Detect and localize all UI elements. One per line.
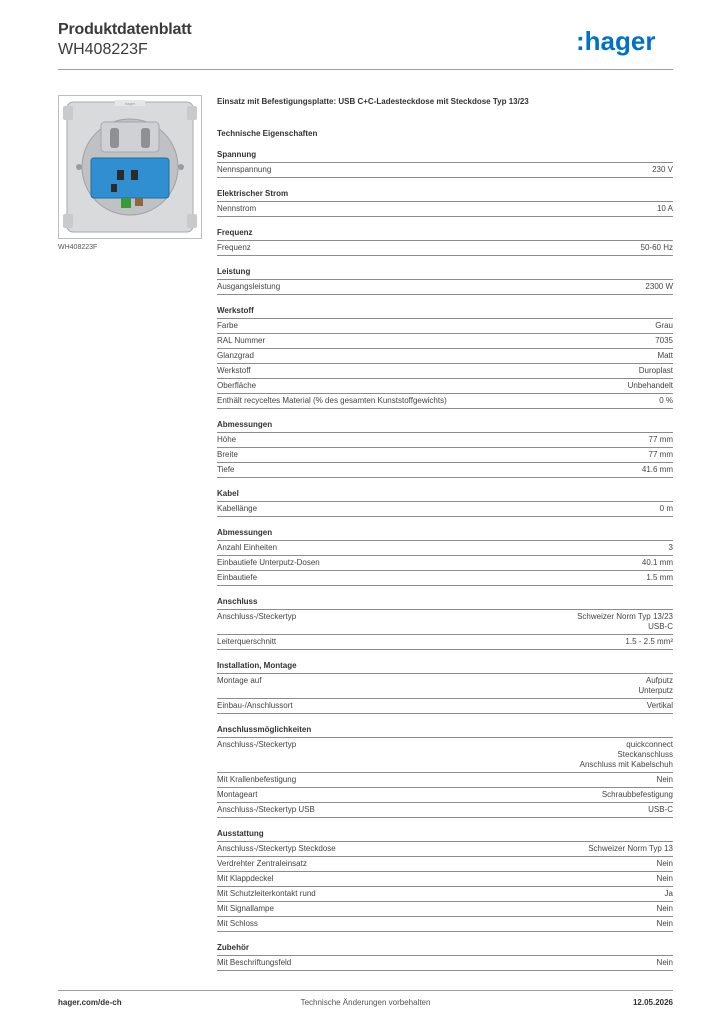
property-value-line: Nein xyxy=(656,775,673,784)
property-label: Nennspannung xyxy=(217,165,272,174)
property-row xyxy=(217,674,673,699)
property-group xyxy=(217,419,673,478)
property-label: Montage auf xyxy=(217,676,262,685)
property-row xyxy=(217,571,673,586)
property-value xyxy=(638,676,673,696)
group-title: Installation, Montage xyxy=(217,660,673,674)
socket-insert-illustration xyxy=(59,96,201,238)
property-value-line: 7035 xyxy=(655,336,673,345)
property-label: Verdrehter Zentraleinsatz xyxy=(217,859,307,868)
property-value-line: USB-C xyxy=(648,622,673,631)
property-row xyxy=(217,917,673,932)
property-value-line: 50-60 Hz xyxy=(640,243,673,252)
property-value xyxy=(642,465,673,475)
image-caption: WH408223F xyxy=(58,244,98,251)
property-label: Einbautiefe Unterputz-Dosen xyxy=(217,558,320,567)
property-value-line: 1.5 - 2.5 mm² xyxy=(625,637,673,646)
property-label: Tiefe xyxy=(217,465,235,474)
property-row xyxy=(217,379,673,394)
group-title: Frequenz xyxy=(217,227,673,241)
property-row xyxy=(217,202,673,217)
property-row xyxy=(217,738,673,773)
property-value-line: Unterputz xyxy=(638,686,673,695)
property-label: Höhe xyxy=(217,435,237,444)
page-title: Produktdatenblatt xyxy=(58,21,192,38)
property-value xyxy=(602,790,673,800)
property-row xyxy=(217,433,673,448)
property-label: Glanzgrad xyxy=(217,351,254,360)
property-row xyxy=(217,803,673,818)
property-value xyxy=(659,396,673,406)
property-row xyxy=(217,635,673,650)
property-row xyxy=(217,610,673,635)
logo-text: :hager xyxy=(576,26,656,56)
header-divider xyxy=(58,69,673,70)
section-title: Technische Eigenschaften xyxy=(217,129,318,138)
property-group xyxy=(217,266,673,295)
property-value-line: Nein xyxy=(656,919,673,928)
property-value xyxy=(657,351,673,361)
property-value-line: Schraubbefestigung xyxy=(601,790,673,799)
property-group xyxy=(217,149,673,178)
property-value-line: Schweizer Norm Typ 13/23 xyxy=(577,612,673,621)
property-value xyxy=(641,243,673,253)
property-value-line: Matt xyxy=(657,351,673,360)
property-group xyxy=(217,188,673,217)
property-value-line: 41.6 mm xyxy=(641,465,673,474)
footer-divider xyxy=(58,990,673,991)
property-row xyxy=(217,241,673,256)
property-label: RAL Nummer xyxy=(217,336,266,345)
property-row xyxy=(217,364,673,379)
property-group xyxy=(217,527,673,586)
property-group xyxy=(217,305,673,409)
property-groups xyxy=(217,149,673,971)
property-row xyxy=(217,448,673,463)
property-value-line: 40.1 mm xyxy=(641,558,673,567)
property-value-line: Nein xyxy=(656,874,673,883)
footer-notice: Technische Änderungen vorbehalten xyxy=(300,998,431,1007)
property-value-line: 230 V xyxy=(652,165,673,174)
group-title: Anschlussmöglichkeiten xyxy=(217,724,673,738)
property-value xyxy=(657,775,673,785)
property-row xyxy=(217,319,673,334)
footer-website: hager.com/de-ch xyxy=(58,998,122,1007)
property-value xyxy=(669,543,673,553)
property-value xyxy=(665,889,673,899)
property-value xyxy=(657,919,673,929)
property-value-line: 77 mm xyxy=(648,450,673,459)
property-label: Werkstoff xyxy=(217,366,251,375)
property-group xyxy=(217,488,673,517)
property-value xyxy=(639,366,673,376)
property-value xyxy=(648,805,673,815)
property-row xyxy=(217,699,673,714)
property-label: Einbau-/Anschlussort xyxy=(217,701,293,710)
property-value xyxy=(649,450,673,460)
property-value-line: USB-C xyxy=(648,805,673,814)
property-group xyxy=(217,596,673,650)
property-label: Anschluss-/Steckertyp USB xyxy=(217,805,315,814)
property-label: Anschluss-/Steckertyp Steckdose xyxy=(217,844,336,853)
property-group xyxy=(217,828,673,932)
property-value xyxy=(657,204,673,214)
property-label: Anschluss-/Steckertyp xyxy=(217,740,297,749)
property-value-line: Schweizer Norm Typ 13 xyxy=(588,844,673,853)
property-value xyxy=(655,321,673,331)
group-title: Abmessungen xyxy=(217,419,673,433)
property-value xyxy=(657,958,673,968)
property-value xyxy=(625,637,673,647)
product-number: WH408223F xyxy=(58,41,148,58)
property-value xyxy=(645,282,673,292)
property-value xyxy=(657,904,673,914)
property-value xyxy=(580,740,673,770)
property-row xyxy=(217,887,673,902)
property-label: Oberfläche xyxy=(217,381,257,390)
property-label: Einbautiefe xyxy=(217,573,258,582)
document-header xyxy=(58,20,192,60)
property-value-line: Nein xyxy=(656,904,673,913)
property-value-line: 0 m xyxy=(659,504,673,513)
property-value xyxy=(655,336,673,346)
property-row xyxy=(217,556,673,571)
property-label: Enthält recyceltes Material (% des gesamten Kunststoffgewichts) xyxy=(217,396,447,405)
group-title: Ausstattung xyxy=(217,828,673,842)
property-value-line: 10 A xyxy=(656,204,673,213)
property-value-line: 1.5 mm xyxy=(646,573,673,582)
property-row xyxy=(217,902,673,917)
property-value-line: Aufputz xyxy=(645,676,673,685)
property-value xyxy=(628,381,673,391)
property-label: Breite xyxy=(217,450,238,459)
property-value-line: 3 xyxy=(668,543,673,552)
property-value xyxy=(660,504,673,514)
property-value xyxy=(588,844,673,854)
property-value xyxy=(657,874,673,884)
property-value xyxy=(642,558,673,568)
property-value-line: quickconnect xyxy=(626,740,673,749)
property-row xyxy=(217,857,673,872)
property-value-line: Ja xyxy=(664,889,673,898)
group-title: Elektrischer Strom xyxy=(217,188,673,202)
property-row xyxy=(217,872,673,887)
property-value-line: 2300 W xyxy=(645,282,673,291)
property-label: Anzahl Einheiten xyxy=(217,543,278,552)
group-title: Werkstoff xyxy=(217,305,673,319)
svg-text:hager: hager xyxy=(124,101,136,106)
property-row xyxy=(217,163,673,178)
property-label: Farbe xyxy=(217,321,238,330)
property-value xyxy=(577,612,673,632)
property-label: Leiterquerschnitt xyxy=(217,637,277,646)
group-title: Kabel xyxy=(217,488,673,502)
property-value-line: 77 mm xyxy=(648,435,673,444)
property-row xyxy=(217,842,673,857)
property-row xyxy=(217,502,673,517)
group-title: Spannung xyxy=(217,149,673,163)
property-group xyxy=(217,227,673,256)
group-title: Zubehör xyxy=(217,942,673,956)
footer-date: 12.05.2026 xyxy=(632,998,673,1007)
property-label: Mit Signallampe xyxy=(217,904,274,913)
property-row xyxy=(217,334,673,349)
product-image xyxy=(58,95,202,239)
property-row xyxy=(217,541,673,556)
property-group xyxy=(217,660,673,714)
property-value-line: Nein xyxy=(656,859,673,868)
property-row xyxy=(217,788,673,803)
group-title: Abmessungen xyxy=(217,527,673,541)
property-label: Mit Schutzleiterkontakt rund xyxy=(217,889,316,898)
property-label: Frequenz xyxy=(217,243,251,252)
hager-logo xyxy=(576,24,672,58)
property-value-line: Unbehandelt xyxy=(627,381,673,390)
property-value-line: Nein xyxy=(656,958,673,967)
property-label: Mit Beschriftungsfeld xyxy=(217,958,292,967)
group-title: Anschluss xyxy=(217,596,673,610)
property-row xyxy=(217,280,673,295)
property-value xyxy=(652,165,673,175)
property-label: Anschluss-/Steckertyp xyxy=(217,612,297,621)
property-row xyxy=(217,463,673,478)
property-value xyxy=(647,701,673,711)
datasheet-content xyxy=(217,96,673,971)
property-value-line: Steckanschluss xyxy=(617,750,673,759)
property-row xyxy=(217,773,673,788)
property-row xyxy=(217,956,673,971)
property-row xyxy=(217,349,673,364)
property-label: Montageart xyxy=(217,790,258,799)
property-label: Mit Klappdeckel xyxy=(217,874,274,883)
property-value xyxy=(646,573,673,583)
property-value-line: Anschluss mit Kabelschuh xyxy=(579,760,673,769)
property-row xyxy=(217,394,673,409)
property-label: Kabellänge xyxy=(217,504,258,513)
property-value xyxy=(657,859,673,869)
property-group xyxy=(217,942,673,971)
group-title: Leistung xyxy=(217,266,673,280)
property-label: Ausgangsleistung xyxy=(217,282,281,291)
property-value-line: 0 % xyxy=(659,396,673,405)
property-value xyxy=(649,435,673,445)
property-group xyxy=(217,724,673,818)
property-label: Mit Schloss xyxy=(217,919,258,928)
property-value-line: Duroplast xyxy=(638,366,673,375)
property-value-line: Vertikal xyxy=(646,701,673,710)
product-description: Einsatz mit Befestigungsplatte: USB C+C-Ladesteckdose mit Steckdose Typ 13/23 xyxy=(217,97,529,106)
property-label: Nennstrom xyxy=(217,204,257,213)
property-label: Mit Krallenbefestigung xyxy=(217,775,297,784)
property-value-line: Grau xyxy=(655,321,673,330)
